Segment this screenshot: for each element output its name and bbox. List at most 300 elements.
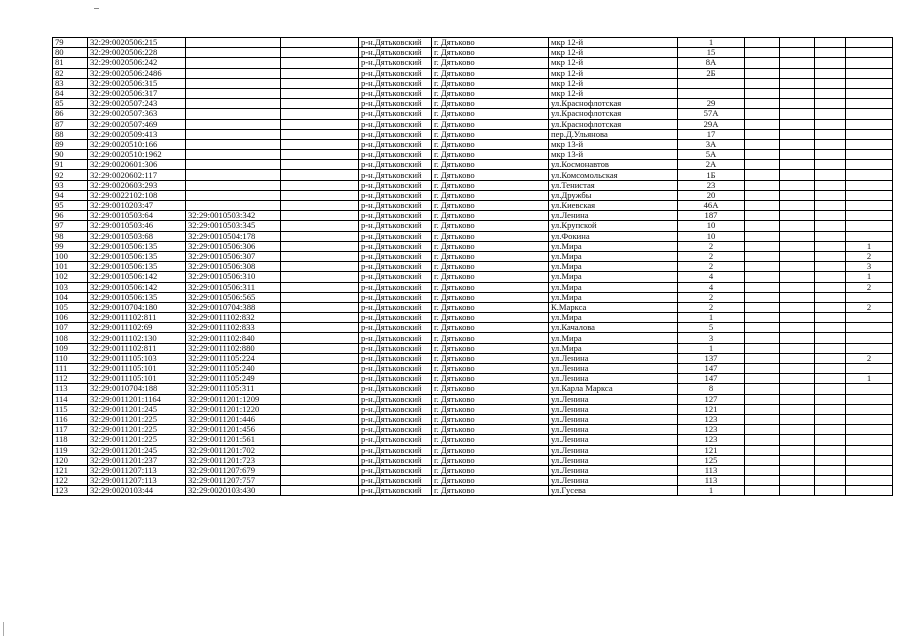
row-number-cell: 85: [53, 99, 88, 109]
blank-cell: [745, 201, 780, 211]
district-cell: р-н.Дятьковский: [359, 445, 432, 455]
house-number-cell: 137: [678, 353, 745, 363]
blank-cell: [815, 119, 846, 129]
blank-cell: [745, 58, 780, 68]
cadastral-number-cell: 32:29:0020601:306: [88, 160, 186, 170]
premise-cadastral-number-cell: [186, 68, 281, 78]
street-cell: ул.Мира: [549, 241, 678, 251]
table-row: [53, 160, 893, 170]
blank-cell: [780, 48, 815, 58]
premise-cadastral-number-cell: 32:29:0010506:308: [186, 262, 281, 272]
premise-cadastral-number-cell: 32:29:0011201:723: [186, 455, 281, 465]
blank-cell: [281, 109, 359, 119]
blank-cell: [780, 262, 815, 272]
blank-cell: [780, 180, 815, 190]
blank-cell: [780, 323, 815, 333]
house-number-cell: 29А: [678, 119, 745, 129]
apartment-number-cell: [846, 333, 893, 343]
district-cell: р-н.Дятьковский: [359, 404, 432, 414]
house-number-cell: [678, 88, 745, 98]
blank-cell: [281, 211, 359, 221]
district-cell: р-н.Дятьковский: [359, 374, 432, 384]
table-row: [53, 465, 893, 475]
table-row: [53, 78, 893, 88]
blank-cell: [780, 221, 815, 231]
premise-cadastral-number-cell: 32:29:0010704:388: [186, 302, 281, 312]
cadastral-number-cell: 32:29:0020509:413: [88, 129, 186, 139]
cadastral-number-cell: 32:29:0011102:130: [88, 333, 186, 343]
blank-cell: [745, 343, 780, 353]
blank-cell: [281, 190, 359, 200]
street-cell: ул.Ленина: [549, 353, 678, 363]
premise-cadastral-number-cell: [186, 119, 281, 129]
blank-cell: [745, 323, 780, 333]
premise-cadastral-number-cell: 32:29:0011207:757: [186, 476, 281, 486]
blank-cell: [745, 241, 780, 251]
district-cell: р-н.Дятьковский: [359, 251, 432, 261]
blank-cell: [780, 241, 815, 251]
cadastral-number-cell: 32:29:0010704:180: [88, 302, 186, 312]
blank-cell: [780, 404, 815, 414]
premise-cadastral-number-cell: [186, 190, 281, 200]
table-row: [53, 435, 893, 445]
cadastral-number-cell: 32:29:0020103:44: [88, 486, 186, 496]
blank-cell: [281, 58, 359, 68]
city-cell: г. Дятьково: [432, 48, 549, 58]
street-cell: ул.Качалова: [549, 323, 678, 333]
blank-cell: [281, 282, 359, 292]
blank-cell: [745, 292, 780, 302]
house-number-cell: 8: [678, 384, 745, 394]
blank-cell: [780, 394, 815, 404]
street-cell: ул.Ленина: [549, 211, 678, 221]
cadastral-number-cell: 32:29:0020603:293: [88, 180, 186, 190]
cadastral-number-cell: 32:29:0020506:315: [88, 78, 186, 88]
table-row: [53, 150, 893, 160]
apartment-number-cell: [846, 58, 893, 68]
blank-cell: [815, 302, 846, 312]
city-cell: г. Дятьково: [432, 394, 549, 404]
district-cell: р-н.Дятьковский: [359, 88, 432, 98]
blank-cell: [780, 333, 815, 343]
apartment-number-cell: [846, 190, 893, 200]
premise-cadastral-number-cell: 32:29:0011207:679: [186, 465, 281, 475]
registry-table: [52, 37, 893, 496]
blank-cell: [780, 302, 815, 312]
district-cell: р-н.Дятьковский: [359, 48, 432, 58]
row-number-cell: 119: [53, 445, 88, 455]
city-cell: г. Дятьково: [432, 38, 549, 48]
street-cell: ул.Мира: [549, 313, 678, 323]
apartment-number-cell: [846, 455, 893, 465]
premise-cadastral-number-cell: 32:29:0010506:311: [186, 282, 281, 292]
apartment-number-cell: [846, 38, 893, 48]
district-cell: р-н.Дятьковский: [359, 201, 432, 211]
premise-cadastral-number-cell: 32:29:0011201:1209: [186, 394, 281, 404]
blank-cell: [745, 353, 780, 363]
blank-cell: [780, 384, 815, 394]
street-cell: ул.Ленина: [549, 455, 678, 465]
house-number-cell: 5: [678, 323, 745, 333]
blank-cell: [780, 353, 815, 363]
city-cell: г. Дятьково: [432, 99, 549, 109]
blank-cell: [281, 435, 359, 445]
apartment-number-cell: [846, 445, 893, 455]
premise-cadastral-number-cell: 32:29:0010503:342: [186, 211, 281, 221]
premise-cadastral-number-cell: [186, 139, 281, 149]
row-number-cell: 80: [53, 48, 88, 58]
row-number-cell: 95: [53, 201, 88, 211]
blank-cell: [745, 170, 780, 180]
row-number-cell: 93: [53, 180, 88, 190]
district-cell: р-н.Дятьковский: [359, 455, 432, 465]
blank-cell: [780, 374, 815, 384]
house-number-cell: 10: [678, 221, 745, 231]
cadastral-number-cell: 32:29:0010503:64: [88, 211, 186, 221]
row-number-cell: 111: [53, 364, 88, 374]
row-number-cell: 94: [53, 190, 88, 200]
cadastral-number-cell: 32:29:0010203:47: [88, 201, 186, 211]
blank-cell: [745, 282, 780, 292]
blank-cell: [281, 302, 359, 312]
street-cell: ул.Космонавтов: [549, 160, 678, 170]
house-number-cell: 123: [678, 435, 745, 445]
street-cell: ул.Ленина: [549, 364, 678, 374]
premise-cadastral-number-cell: 32:29:0011201:446: [186, 414, 281, 424]
blank-cell: [745, 251, 780, 261]
row-number-cell: 81: [53, 58, 88, 68]
blank-cell: [815, 38, 846, 48]
city-cell: г. Дятьково: [432, 333, 549, 343]
blank-cell: [281, 262, 359, 272]
row-number-cell: 115: [53, 404, 88, 414]
house-number-cell: [678, 78, 745, 88]
blank-cell: [745, 68, 780, 78]
cadastral-number-cell: 32:29:0020506:317: [88, 88, 186, 98]
premise-cadastral-number-cell: 32:29:0010506:307: [186, 251, 281, 261]
city-cell: г. Дятьково: [432, 190, 549, 200]
table-row: [53, 201, 893, 211]
house-number-cell: 2: [678, 241, 745, 251]
premise-cadastral-number-cell: [186, 150, 281, 160]
district-cell: р-н.Дятьковский: [359, 119, 432, 129]
row-number-cell: 84: [53, 88, 88, 98]
street-cell: ул.Мира: [549, 333, 678, 343]
blank-cell: [281, 150, 359, 160]
premise-cadastral-number-cell: 32:29:0011102:832: [186, 313, 281, 323]
city-cell: г. Дятьково: [432, 241, 549, 251]
city-cell: г. Дятьково: [432, 425, 549, 435]
street-cell: ул.Гусева: [549, 486, 678, 496]
premise-cadastral-number-cell: 32:29:0020103:430: [186, 486, 281, 496]
cadastral-number-cell: 32:29:0022102:108: [88, 190, 186, 200]
cadastral-number-cell: 32:29:0020506:215: [88, 38, 186, 48]
row-number-cell: 87: [53, 119, 88, 129]
row-number-cell: 79: [53, 38, 88, 48]
street-cell: ул.Фокина: [549, 231, 678, 241]
house-number-cell: 147: [678, 364, 745, 374]
district-cell: р-н.Дятьковский: [359, 78, 432, 88]
table-row: [53, 170, 893, 180]
blank-cell: [281, 292, 359, 302]
table-row: [53, 282, 893, 292]
blank-cell: [780, 364, 815, 374]
district-cell: р-н.Дятьковский: [359, 139, 432, 149]
district-cell: р-н.Дятьковский: [359, 160, 432, 170]
blank-cell: [745, 48, 780, 58]
premise-cadastral-number-cell: [186, 58, 281, 68]
blank-cell: [745, 160, 780, 170]
house-number-cell: 46А: [678, 201, 745, 211]
city-cell: г. Дятьково: [432, 476, 549, 486]
city-cell: г. Дятьково: [432, 211, 549, 221]
apartment-number-cell: [846, 109, 893, 119]
blank-cell: [780, 251, 815, 261]
table-row: [53, 333, 893, 343]
city-cell: г. Дятьково: [432, 323, 549, 333]
apartment-number-cell: 3: [846, 262, 893, 272]
city-cell: г. Дятьково: [432, 445, 549, 455]
premise-cadastral-number-cell: 32:29:0011105:249: [186, 374, 281, 384]
city-cell: г. Дятьково: [432, 68, 549, 78]
blank-cell: [745, 119, 780, 129]
cadastral-number-cell: 32:29:0011201:225: [88, 435, 186, 445]
house-number-cell: 5А: [678, 150, 745, 160]
table-row: [53, 58, 893, 68]
city-cell: г. Дятьково: [432, 414, 549, 424]
row-number-cell: 100: [53, 251, 88, 261]
row-number-cell: 98: [53, 231, 88, 241]
cadastral-number-cell: 32:29:0011105:101: [88, 364, 186, 374]
premise-cadastral-number-cell: 32:29:0010506:306: [186, 241, 281, 251]
blank-cell: [815, 241, 846, 251]
district-cell: р-н.Дятьковский: [359, 262, 432, 272]
premise-cadastral-number-cell: [186, 170, 281, 180]
blank-cell: [281, 180, 359, 190]
apartment-number-cell: [846, 414, 893, 424]
blank-cell: [745, 78, 780, 88]
city-cell: г. Дятьково: [432, 78, 549, 88]
row-number-cell: 117: [53, 425, 88, 435]
city-cell: г. Дятьково: [432, 170, 549, 180]
street-cell: ул.Мира: [549, 292, 678, 302]
blank-cell: [281, 160, 359, 170]
cadastral-number-cell: 32:29:0010506:135: [88, 251, 186, 261]
blank-cell: [281, 170, 359, 180]
district-cell: р-н.Дятьковский: [359, 323, 432, 333]
blank-cell: [780, 465, 815, 475]
blank-cell: [745, 262, 780, 272]
blank-cell: [780, 38, 815, 48]
street-cell: мкр 12-й: [549, 58, 678, 68]
apartment-number-cell: [846, 170, 893, 180]
street-cell: ул.Ленина: [549, 425, 678, 435]
table-row: [53, 486, 893, 496]
blank-cell: [281, 119, 359, 129]
house-number-cell: 1Б: [678, 170, 745, 180]
blank-cell: [745, 272, 780, 282]
blank-cell: [815, 251, 846, 261]
blank-cell: [780, 292, 815, 302]
blank-cell: [815, 435, 846, 445]
blank-cell: [815, 465, 846, 475]
table-row: [53, 364, 893, 374]
cadastral-number-cell: 32:29:0020506:228: [88, 48, 186, 58]
blank-cell: [745, 231, 780, 241]
house-number-cell: 127: [678, 394, 745, 404]
blank-cell: [815, 404, 846, 414]
premise-cadastral-number-cell: 32:29:0011105:224: [186, 353, 281, 363]
row-number-cell: 109: [53, 343, 88, 353]
city-cell: г. Дятьково: [432, 88, 549, 98]
house-number-cell: 17: [678, 129, 745, 139]
table-row: [53, 262, 893, 272]
blank-cell: [281, 465, 359, 475]
district-cell: р-н.Дятьковский: [359, 343, 432, 353]
blank-cell: [745, 445, 780, 455]
blank-cell: [745, 425, 780, 435]
blank-cell: [745, 109, 780, 119]
blank-cell: [815, 486, 846, 496]
blank-cell: [281, 201, 359, 211]
cadastral-number-cell: 32:29:0020506:242: [88, 58, 186, 68]
apartment-number-cell: [846, 292, 893, 302]
blank-cell: [281, 374, 359, 384]
city-cell: г. Дятьково: [432, 292, 549, 302]
row-number-cell: 113: [53, 384, 88, 394]
blank-cell: [281, 68, 359, 78]
house-number-cell: 4: [678, 282, 745, 292]
street-cell: мкр 12-й: [549, 78, 678, 88]
row-number-cell: 118: [53, 435, 88, 445]
blank-cell: [780, 78, 815, 88]
premise-cadastral-number-cell: [186, 48, 281, 58]
district-cell: р-н.Дятьковский: [359, 353, 432, 363]
blank-cell: [780, 455, 815, 465]
premise-cadastral-number-cell: 32:29:0011105:311: [186, 384, 281, 394]
street-cell: ул.Ленина: [549, 476, 678, 486]
row-number-cell: 122: [53, 476, 88, 486]
apartment-number-cell: [846, 68, 893, 78]
premise-cadastral-number-cell: [186, 109, 281, 119]
house-number-cell: 121: [678, 404, 745, 414]
district-cell: р-н.Дятьковский: [359, 476, 432, 486]
table-row: [53, 374, 893, 384]
street-cell: мкр 13-й: [549, 150, 678, 160]
apartment-number-cell: 1: [846, 241, 893, 251]
house-number-cell: 20: [678, 190, 745, 200]
street-cell: ул.Карла Маркса: [549, 384, 678, 394]
cadastral-number-cell: 32:29:0011201:225: [88, 414, 186, 424]
apartment-number-cell: 2: [846, 282, 893, 292]
apartment-number-cell: [846, 313, 893, 323]
blank-cell: [745, 129, 780, 139]
apartment-number-cell: [846, 425, 893, 435]
blank-cell: [745, 38, 780, 48]
city-cell: г. Дятьково: [432, 150, 549, 160]
blank-cell: [815, 78, 846, 88]
apartment-number-cell: 1: [846, 374, 893, 384]
cadastral-number-cell: 32:29:0010506:135: [88, 292, 186, 302]
apartment-number-cell: [846, 48, 893, 58]
street-cell: мкр 13-й: [549, 139, 678, 149]
premise-cadastral-number-cell: 32:29:0011102:833: [186, 323, 281, 333]
district-cell: р-н.Дятьковский: [359, 313, 432, 323]
row-number-cell: 89: [53, 139, 88, 149]
district-cell: р-н.Дятьковский: [359, 99, 432, 109]
apartment-number-cell: [846, 323, 893, 333]
district-cell: р-н.Дятьковский: [359, 292, 432, 302]
table-row: [53, 129, 893, 139]
house-number-cell: 147: [678, 374, 745, 384]
table-row: [53, 343, 893, 353]
blank-cell: [815, 333, 846, 343]
blank-cell: [815, 180, 846, 190]
row-number-cell: 121: [53, 465, 88, 475]
row-number-cell: 101: [53, 262, 88, 272]
premise-cadastral-number-cell: [186, 99, 281, 109]
apartment-number-cell: [846, 150, 893, 160]
apartment-number-cell: [846, 384, 893, 394]
district-cell: р-н.Дятьковский: [359, 221, 432, 231]
street-cell: ул.Ленина: [549, 445, 678, 455]
blank-cell: [780, 68, 815, 78]
cadastral-number-cell: 32:29:0020506:2486: [88, 68, 186, 78]
blank-cell: [281, 88, 359, 98]
city-cell: г. Дятьково: [432, 231, 549, 241]
city-cell: г. Дятьково: [432, 272, 549, 282]
table-row: [53, 292, 893, 302]
blank-cell: [281, 231, 359, 241]
blank-cell: [745, 211, 780, 221]
premise-cadastral-number-cell: 32:29:0011102:840: [186, 333, 281, 343]
premise-cadastral-number-cell: 32:29:0011201:456: [186, 425, 281, 435]
apartment-number-cell: [846, 88, 893, 98]
district-cell: р-н.Дятьковский: [359, 302, 432, 312]
apartment-number-cell: 2: [846, 251, 893, 261]
table-row: [53, 353, 893, 363]
premise-cadastral-number-cell: 32:29:0010503:345: [186, 221, 281, 231]
city-cell: г. Дятьково: [432, 160, 549, 170]
street-cell: К.Маркса: [549, 302, 678, 312]
cadastral-number-cell: 32:29:0020507:243: [88, 99, 186, 109]
apartment-number-cell: [846, 364, 893, 374]
apartment-number-cell: [846, 201, 893, 211]
table-row: [53, 99, 893, 109]
blank-cell: [815, 109, 846, 119]
table-row: [53, 119, 893, 129]
city-cell: г. Дятьково: [432, 221, 549, 231]
premise-cadastral-number-cell: 32:29:0010506:310: [186, 272, 281, 282]
blank-cell: [815, 58, 846, 68]
blank-cell: [815, 88, 846, 98]
street-cell: ул.Ленина: [549, 414, 678, 424]
city-cell: г. Дятьково: [432, 486, 549, 496]
table-row: [53, 211, 893, 221]
city-cell: г. Дятьково: [432, 364, 549, 374]
blank-cell: [815, 160, 846, 170]
district-cell: р-н.Дятьковский: [359, 435, 432, 445]
blank-cell: [815, 282, 846, 292]
blank-cell: [745, 394, 780, 404]
blank-cell: [815, 139, 846, 149]
street-cell: мкр 12-й: [549, 38, 678, 48]
table-row: [53, 272, 893, 282]
cadastral-number-cell: 32:29:0011105:101: [88, 374, 186, 384]
premise-cadastral-number-cell: [186, 88, 281, 98]
district-cell: р-н.Дятьковский: [359, 170, 432, 180]
table-row: [53, 313, 893, 323]
